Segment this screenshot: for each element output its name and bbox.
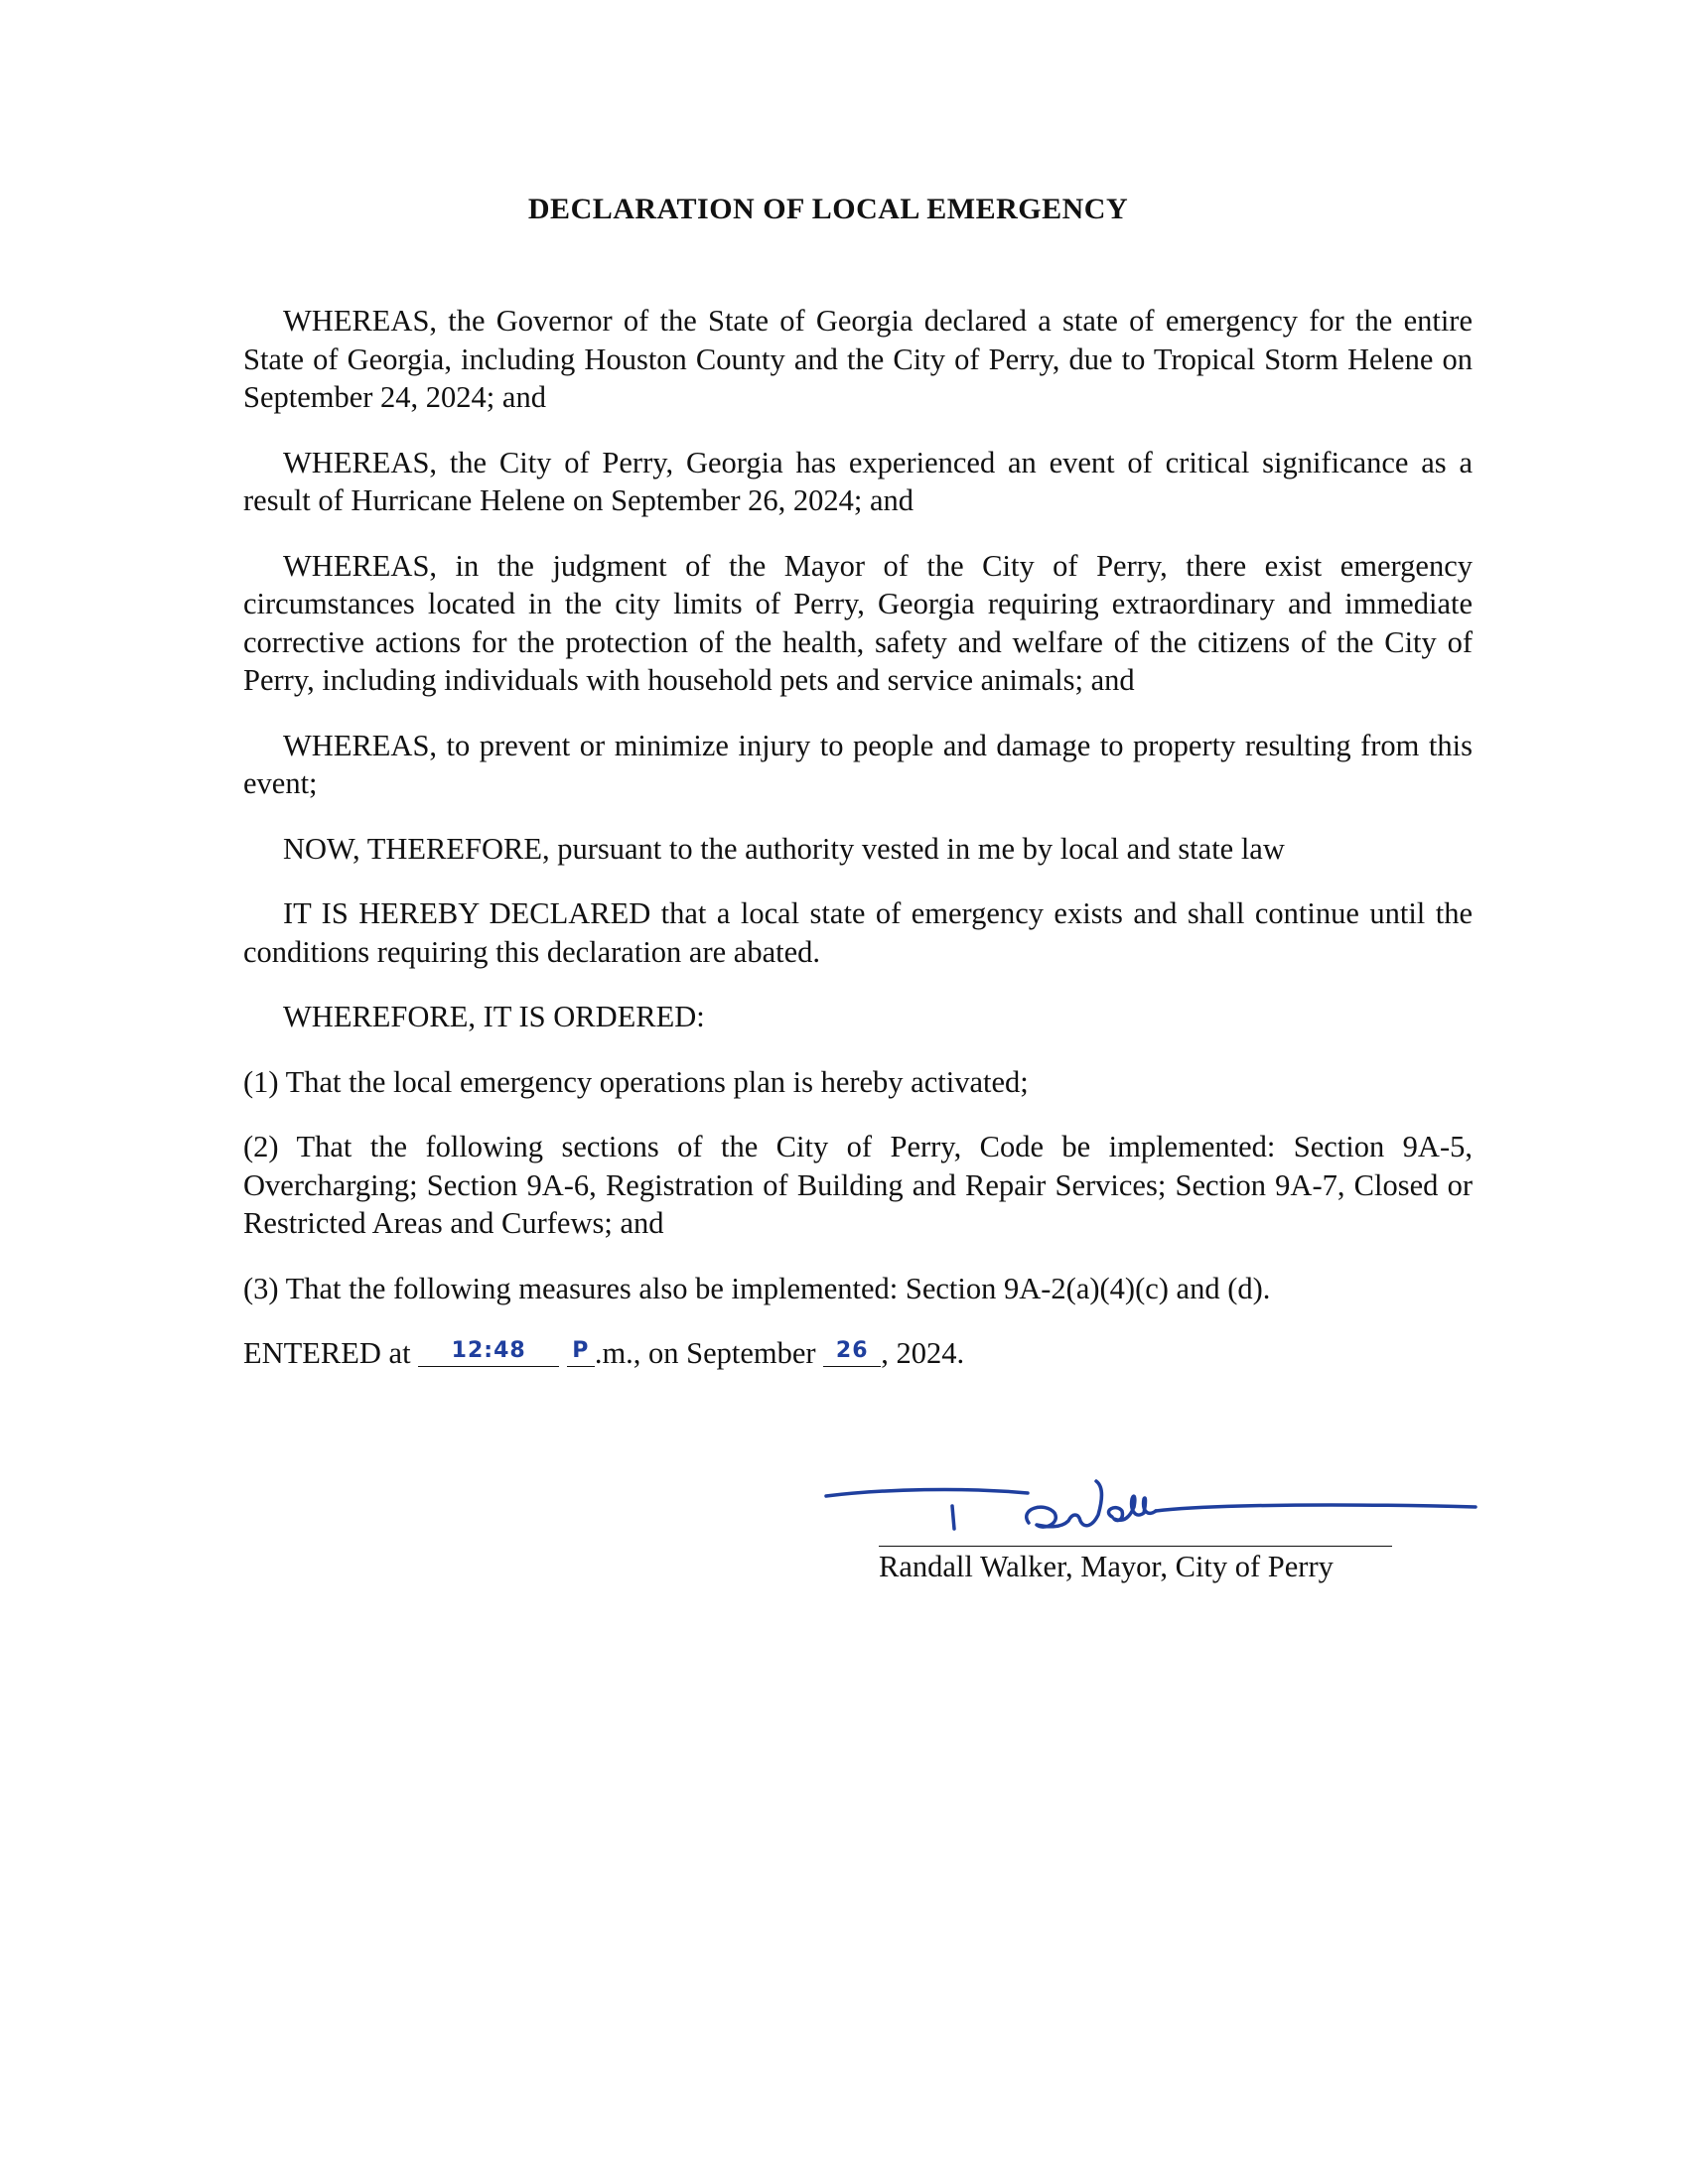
order-item-2: (2) That the following sections of the City of Perry, Code be implemented: Section 9A-5, Overcharging; Section 9A-6, Registration of Building and Repair Services; Section 9A-7, Closed or Restricted Areas and Curfews; and: [243, 1130, 1473, 1240]
entered-line: [243, 1334, 1473, 1373]
now-therefore-paragraph: NOW, THEREFORE, pursuant to the authority vested in me by local and state law: [283, 831, 1285, 866]
whereas-paragraph-governor: WHEREAS, the Governor of the State of Georgia declared a state of emergency for the entire State of Georgia, including Houston County and the City of Perry, due to Tropical Storm Helene on September 24, 2024; and: [243, 304, 1473, 414]
entered-prefix: ENTERED at: [243, 1336, 411, 1370]
order-item-3: (3) That the following measures also be implemented: Section 9A-2(a)(4)(c) and (d).: [243, 1271, 1271, 1305]
ordered-heading: WHEREFORE, IT IS ORDERED:: [283, 1000, 705, 1033]
entered-suffix: , 2024.: [881, 1336, 965, 1370]
time-blank: [418, 1336, 559, 1367]
whereas-paragraph-prevent: WHEREAS, to prevent or minimize injury to people and damage to property resulting from this event;: [243, 728, 1473, 800]
document-body: [243, 302, 1473, 1373]
signature-line: [879, 1546, 1392, 1547]
whereas-paragraph-judgment: WHEREAS, in the judgment of the Mayor of the City of Perry, there exist emergency circumstances located in the city limits of Perry, Georgia requiring extraordinary and immediate corrective actions for the protection of the health, safety and welfare of the citizens of the City of Perry, including individuals with household pets and service animals; and: [243, 548, 1473, 697]
day-blank: [823, 1336, 881, 1367]
handwritten-meridiem: P: [572, 1338, 590, 1363]
document-title: DECLARATION OF LOCAL EMERGENCY: [527, 193, 1129, 225]
entered-middle: .m., on September: [594, 1336, 816, 1370]
handwritten-time: 12:48: [451, 1338, 526, 1363]
order-item-1: (1) That the local emergency operations plan is hereby activated;: [243, 1064, 1029, 1099]
signatory-name: Randall Walker, Mayor, City of Perry: [879, 1550, 1334, 1583]
meridiem-blank: [567, 1336, 595, 1367]
handwritten-day: 26: [835, 1338, 869, 1363]
declared-paragraph: IT IS HEREBY DECLARED that a local state of emergency exists and shall continue until the conditions requiring this declaration are abated.: [243, 896, 1473, 969]
whereas-paragraph-event: WHEREAS, the City of Perry, Georgia has experienced an event of critical significance as a result of Hurricane Helene on September 26, 2024; and: [243, 445, 1473, 517]
